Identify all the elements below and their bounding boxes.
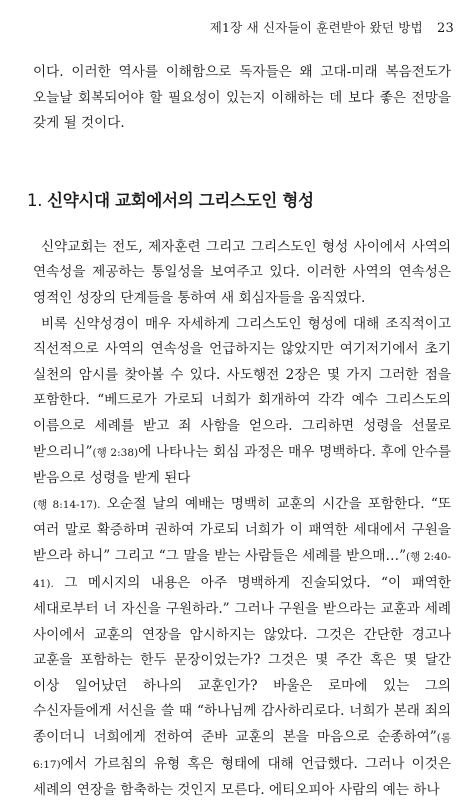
- paragraph-text: 비록 신약성경이 매우 자세하게 그리스도인 형성에 대해 조직적이고 직선적으로 사역의 연속성을 언급하지는 않았지만 여기저기에서 초기 실천의 암시를 찾아볼 수 있다. 사도행전 2장은 몇 가지 그러한 점을 포함한다. “베드로가 가로되 너희가 회개하여 각각 예수 그리스도의 이름으로 세례를 받고 죄 사함을 얻으라. 그리하면 성령을 선물로 받으리니”: [33, 315, 451, 460]
- section-title: 신약시대 교회에서의 그리스도인 형성: [47, 190, 314, 210]
- running-header: [0, 18, 454, 36]
- chapter-title: 제1장 새 신자들이 훈련받아 왔던 방법: [209, 20, 423, 35]
- scripture-reference: (행 8:14-17).: [33, 498, 101, 511]
- section-number: 1.: [27, 190, 43, 210]
- page-content: [27, 60, 452, 804]
- scripture-reference: (행 2:38): [92, 446, 139, 459]
- page-number: 23: [437, 21, 454, 36]
- section-heading: [27, 189, 451, 213]
- body-paragraph: [33, 312, 451, 804]
- paragraph-text: 오순절 날의 예배는 명백히 교훈의 시간을 포함한다. “또 여러 말로 확증하며 권하여 가로되 너희가 이 패역한 세대에서 구원을 받으라 하니” 그리고 “그 말을 받는 사람들은 세례를 받으매…”: [33, 495, 452, 564]
- scripture-reference: (행 2:40-41).: [33, 550, 451, 590]
- intro-paragraph: 이다. 이러한 역사를 이해함으로 독자들은 왜 고대-미래 복음전도가 오늘날 회복되어야 할 필요성이 있는지 이해하는 데 보다 좋은 전망을 갖게 될 것이다.: [33, 64, 451, 132]
- paragraph-text: 그 메시지의 내용은 아주 명백하게 진술되었다. “이 패역한 세대로부터 너 자신을 구원하라.” 그러나 구원을 받으라는 교훈과 세례 사이에서 교훈의 연장을 암시하지는 않았다. 그것은 간단한 경고나 교훈을 포함하는 한두 문장이었는가? 그것은 몇 주간 혹은 몇 달간 이상 일어났던 하나의 교훈인가? 바울은 로마에 있는 그의 수신자들에게 서신을 쓸 때 “하나님께 감사하리로다. 너희가 본래 죄의 종이더니 너희에게 전하여 준바 교훈의 본을 마음으로 순종하여”: [33, 574, 451, 746]
- body-paragraph: 신약교회는 전도, 제자훈련 그리고 그리스도인 형성 사이에서 사역의 연속성을 제공하는 통일성을 보여주고 있다. 이러한 사역의 연속성은 영적인 성장의 단계들을 통하여 새 회심자들을 움직였다.: [33, 238, 451, 306]
- scripture-reference: (롬 6:17): [33, 732, 451, 771]
- paragraph-text: 에 나타나는 회심 과정은 매우 명백하다. 후에 안수를 받음으로 성령을 받게 된다: [33, 443, 451, 487]
- paragraph-text: 에서 가르침의 유형 혹은 형태에 대해 언급했다. 그러나 이것은 세례의 연장을 함축하는 것인지 모른다. 에티오피아 사람의 예는 하나: [33, 755, 451, 799]
